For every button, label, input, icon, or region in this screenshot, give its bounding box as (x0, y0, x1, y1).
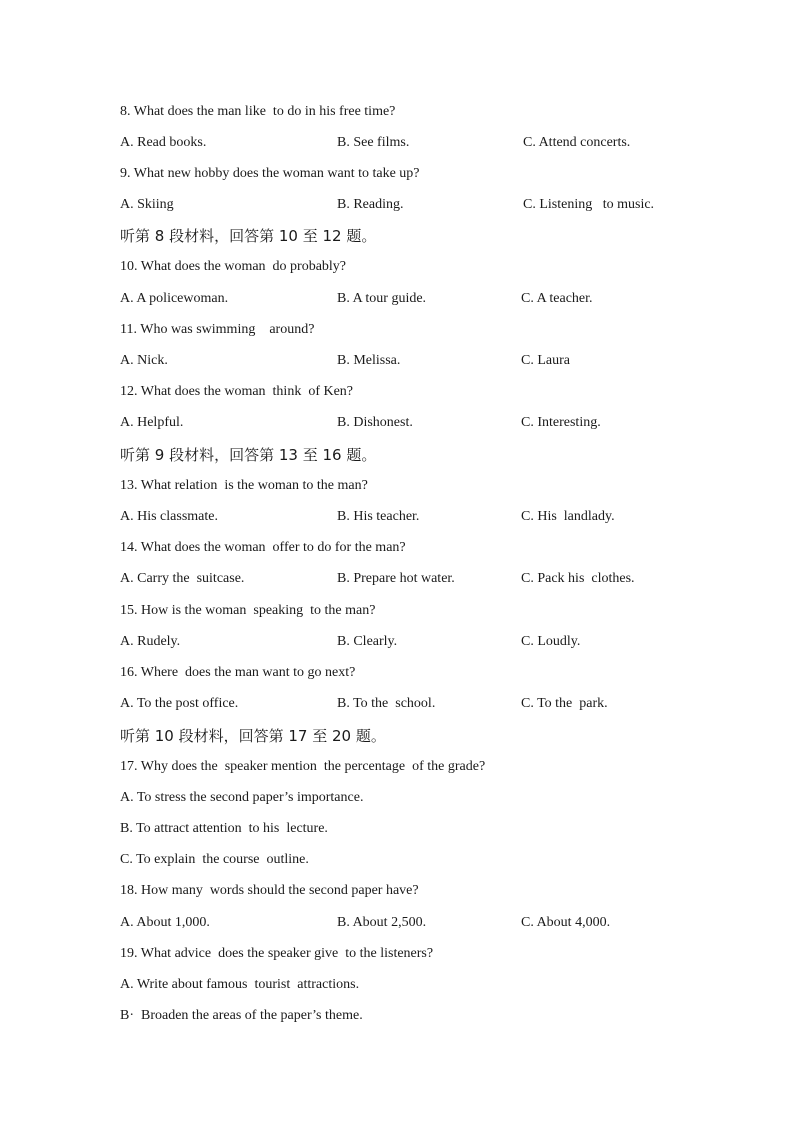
q9-option-c: C. Listening to music. (523, 197, 655, 212)
question-11: 11. Who was swimming around? (120, 322, 315, 337)
question-8: 8. What does the man like to do in his free time? (120, 104, 396, 119)
q14-option-a: A. Carry the suitcase. (120, 571, 245, 586)
q12-option-c: C. Interesting. (521, 415, 601, 430)
q15-option-a: A. Rudely. (120, 634, 181, 649)
section-heading-10: 听第 10 段材料，回答第 17 至 20 题。 (120, 727, 386, 745)
q8-option-b: B. See films. (337, 135, 410, 150)
q13-option-a: A. His classmate. (120, 509, 218, 524)
q15-option-c: C. Loudly. (521, 634, 581, 649)
q18-option-b: B. About 2,500. (337, 915, 427, 930)
q18-option-a: A. About 1,000. (120, 915, 210, 930)
q16-option-c: C. To the park. (521, 696, 608, 711)
question-12: 12. What does the woman think of Ken? (120, 384, 354, 399)
q12-option-a: A. Helpful. (120, 415, 184, 430)
question-17: 17. Why does the speaker mention the percentage of the grade? (120, 759, 486, 774)
q17-option-c: C. To explain the course outline. (120, 852, 309, 867)
question-14: 14. What does the woman offer to do for the man? (120, 540, 406, 555)
section-heading-9: 听第 9 段材料，回答第 13 至 16 题。 (120, 446, 377, 464)
q11-option-a: A. Nick. (120, 353, 168, 368)
question-9: 9. What new hobby does the woman want to take up? (120, 166, 420, 181)
q16-option-a: A. To the post office. (120, 696, 239, 711)
question-16: 16. Where does the man want to go next? (120, 665, 356, 680)
q14-option-c: C. Pack his clothes. (521, 571, 635, 586)
q18-option-c: C. About 4,000. (521, 915, 611, 930)
section-heading-8: 听第 8 段材料，回答第 10 至 12 题。 (120, 227, 377, 245)
question-15: 15. How is the woman speaking to the man? (120, 603, 376, 618)
q8-option-a: A. Read books. (120, 135, 207, 150)
q17-option-a: A. To stress the second paper’s importance. (120, 790, 364, 805)
q13-option-c: C. His landlady. (521, 509, 615, 524)
q9-option-b: B. Reading. (337, 197, 404, 212)
q19-option-a: A. Write about famous tourist attractions. (120, 977, 360, 992)
q8-option-c: C. Attend concerts. (523, 135, 631, 150)
q17-option-b: B. To attract attention to his lecture. (120, 821, 328, 836)
q10-option-a: A. A policewoman. (120, 291, 229, 306)
q11-option-b: B. Melissa. (337, 353, 401, 368)
q15-option-b: B. Clearly. (337, 634, 398, 649)
question-10: 10. What does the woman do probably? (120, 259, 347, 274)
question-18: 18. How many words should the second paper have? (120, 883, 419, 898)
q9-option-a: A. Skiing (120, 197, 174, 212)
q13-option-b: B. His teacher. (337, 509, 420, 524)
q10-option-c: C. A teacher. (521, 291, 593, 306)
q14-option-b: B. Prepare hot water. (337, 571, 455, 586)
question-19: 19. What advice does the speaker give to the listeners? (120, 946, 434, 961)
question-13: 13. What relation is the woman to the man? (120, 478, 368, 493)
q16-option-b: B. To the school. (337, 696, 436, 711)
q10-option-b: B. A tour guide. (337, 291, 427, 306)
q19-option-b: B· Broaden the areas of the paper’s theme. (120, 1008, 363, 1023)
q11-option-c: C. Laura (521, 353, 570, 368)
q12-option-b: B. Dishonest. (337, 415, 413, 430)
